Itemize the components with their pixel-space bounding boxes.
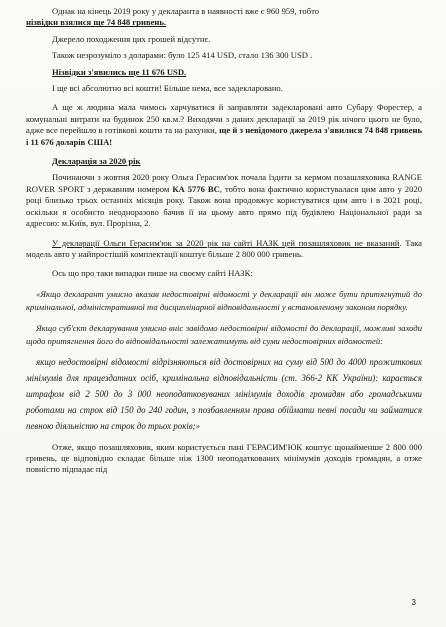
section-heading-2020: Декларація за 2020 рік xyxy=(52,156,141,167)
quote-declaration-subject: Якщо суб'єкт декларування умисно вніс завідомо недостовірні відомості до декларації, можливі заходи щодо притягнення його до відповідальності залежатимуть від суми недостовірних відомостей: xyxy=(26,323,422,347)
paragraph-usd-appeared: Нізвідки з'явились ще 11 676 USD. xyxy=(52,66,187,77)
paragraph-expenses xyxy=(26,102,422,148)
expenses-text: А ще ж людина мала чимось харчуватися й заправляти задекларовані авто Субару Форестер, а комунальні витрати на будинок 250 кв.м.? Виходячи з даних декларації за 2019 рік нічого цього не було, адже все перейшло в готівкові кошти та на рахунки, xyxy=(26,102,422,136)
quote-liability: «Якщо декларант умисно вказав недостовірні відомості у декларації він може бути притягнутий до кримінальної, адміністративної та дисциплінарної відповідальності у встановленому законом порядку. xyxy=(26,288,422,312)
paragraph-dollars: Також незрозуміло з доларами: було 125 414 USD, стало 136 300 USD . xyxy=(52,50,313,61)
quote-criminal-penalty: якщо недостовірні відомості відрізняються від достовірних на суму від 500 до 4000 прожиткових мінімумів для працездатних осіб, кримінальна відповідальність (ст. 366-2 КК України): карається штрафом від 2 500 до 3 000 неоподатковуваних мінімумів доходів громадян або громадськими роботами на строк від 150 до 240 годин, з позбавленням права обіймати певні посади чи займатися певною діяльністю на строк до трьох років;» xyxy=(26,356,422,431)
paragraph-not-declared xyxy=(26,238,422,261)
paragraph-conclusion: Отже, якщо позашляховик, яким користується пані ГЕРАСИМ'ЮК коштує щонайменше 2 800 000 гривень, це відповідно складає більше ніж 1300 неоподаткованих мінімумів доходів громадян, а отже повністю підпадає під xyxy=(26,441,422,475)
paragraph-range-rover xyxy=(26,172,422,229)
page-number: 3 xyxy=(411,598,416,607)
expenses-highlight: ще й з невідомого джерела з'явилися 74 848 гривень і 11 676 доларів США! xyxy=(26,125,422,147)
range-rover-text-a: Починаючи з жовтня 2020 року Ольга Герасим'юк почала їздити за кермом позашляховика RANGE ROVER SPORT з державним номером xyxy=(26,172,422,194)
savings-text: Однак на кінець 2019 року у декларанта в наявності вже є 960 959, тобто xyxy=(52,6,320,16)
paragraph-nazk-intro: Ось що про таки випадки пише на своєму сайті НАЗК: xyxy=(52,268,253,279)
savings-highlight: нізвідки взялися ще 74 848 гривень. xyxy=(26,17,167,28)
license-plate: КА 5776 ВС xyxy=(172,183,220,194)
paragraph-savings xyxy=(26,6,422,29)
paragraph-all-declared: І ще всі абсолютно всі кошти! Більше нема, все задекларовано. xyxy=(52,83,283,94)
not-declared-underline: У декларації Ольги Герасим'юк за 2020 рік на сайті НАЗК цей позашляховик не вказаний xyxy=(52,237,400,248)
not-declared-rest: . Така модель авто у найпростішій комплектації коштує більше 2 800 000 гривень. xyxy=(26,237,422,259)
range-rover-text-b: , тобто вона фактично користувалася цим авто у 2020 році близько трьох останніх місяців року. Також вона продовжує користуватися цим авто і в 2021 році, оскільки я особисто неодноразово бачив її на цьому авто прямо під будівлею Національної ради за адресою: м.Київ, вул. Прорізна, 2. xyxy=(26,183,422,229)
paragraph-no-source: Джерело походження цих грошей відсутнє. xyxy=(52,33,211,44)
